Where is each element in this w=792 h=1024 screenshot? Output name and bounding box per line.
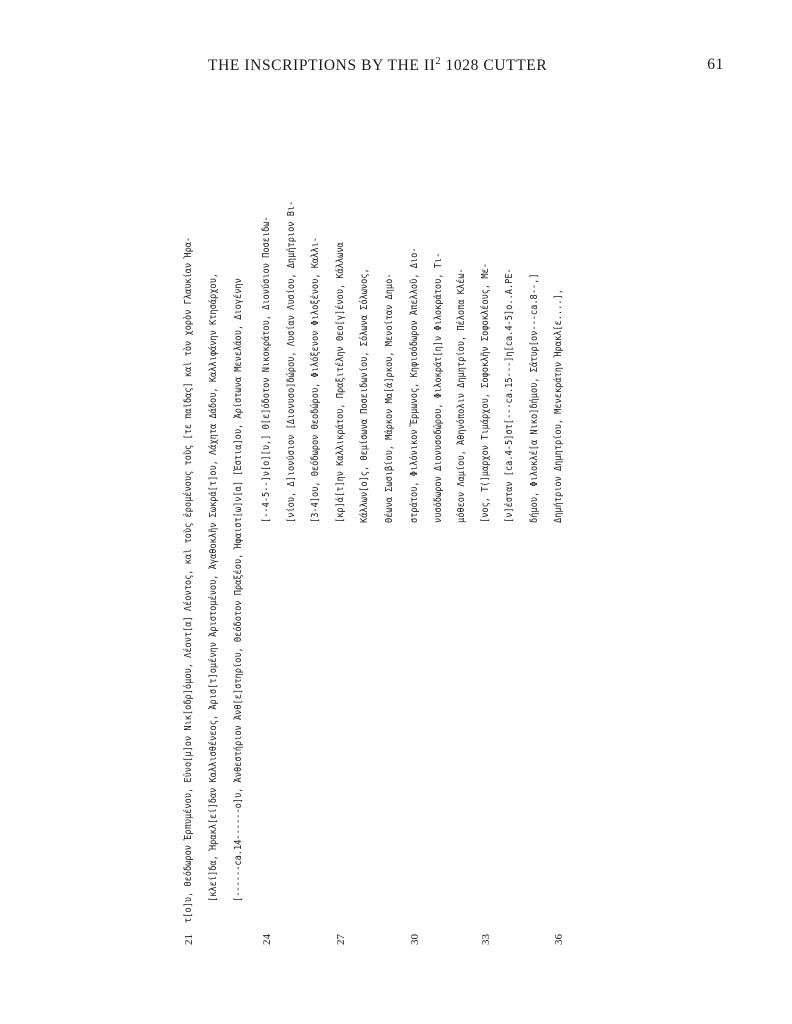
line-number-33: 33 xyxy=(480,934,492,945)
inscription-line: Κάλλων[ο]ς, Θεμίσωνα Ποσειδωνίου, Σόλωνα Σόλωνος, xyxy=(359,268,370,523)
inscription-line: [κλεί]δα, Ἡρακλ[εί]δαν Καλλισθένεος, Ἀρισ[τ]ομένην Ἀριστομένου, Ἀγαθοκλῆν Σωκρά[τ]ου, Λάχητα Δάδου, Καλλιφάνην Κτησάρχου, xyxy=(208,272,219,902)
running-head-title xyxy=(208,56,547,75)
inscription-line: [νος, Τ(]μαρχον Τιμάρχου, Σοφοκλῆν Σοφοκλέους, Με- xyxy=(480,263,491,523)
inscription-line: τ[ο]υ, Θεόδωρον Ἑρπυμένου, Εὐνο[μ]ον Νικ[οδρ]όμου, Λέοντ[α] Λέοντος, καὶ τοὺς ἐρομένους τοὺς [τε παῖδας] καὶ τὸν χορὸν Γλαυκίαν Ἡρα- xyxy=(183,236,194,923)
inscription-line: στράτου, Φιλόνικον Ἕρμωνος, Κηφισόδωρον Ἀπελλοῦ, Διο- xyxy=(409,247,420,523)
inscription-line: [ν]έσταν [ca.4-5]στ[---ca.15---]η[ca.4-5]ο..Α.ΡΕ- xyxy=(504,268,515,523)
inscription-text-block xyxy=(180,85,580,945)
line-number-27: 27 xyxy=(335,934,347,945)
inscription-line: [3-4]ου, Θεόδωρον Θεοδώρου, Φιλόξενον Φιλοξένου, Καλλι- xyxy=(310,237,321,523)
inscription-line: δήμου, Φιλοκλέ[α Νικο]δήμου, Σάτυρ[ον---ca.8--,] xyxy=(529,273,540,523)
line-number-24: 24 xyxy=(261,934,273,945)
title-main: THE INSCRIPTIONS BY THE II xyxy=(208,57,436,75)
inscription-line: [κρ]ά[τ]ην Καλλικράτου, Πραξιτέλην Θεο[γ]ένου, Κάλλωνα xyxy=(335,242,346,523)
inscription-line: [νίου, Δ]ιονύσιον [Διονυσο]δώρου, Λυσίαν Λυσίου, Δημήτριον Βι- xyxy=(286,200,297,523)
inscription-line: νυσόδωρον Διονυσοδώρου, Φιλοκράτ[η]ν Φιλοκράτου, Τι- xyxy=(433,252,444,523)
inscription-line: μόθεον Λαμίου, Ἀθηνόπολιν Δημητρίου, Πέλοπα Κλέω- xyxy=(456,268,467,523)
line-number-21: 21 xyxy=(183,934,195,945)
inscription-line: [------ca.14------ο]υ, Ἀνθεστήριον Ἀνθ[ε]στηρίου, Θεόδοτον Πραξέου, Ἡφαιστ[ω]ν[α] [Ἑστια]ου, Ἀρίστωνα Μενελάου, Διογένην xyxy=(233,278,244,902)
line-number-30: 30 xyxy=(409,934,421,945)
inscription-line: Δημήτριον Δημητρίου, Μενεκράτην Ἡρακλ[ε....], xyxy=(553,289,564,523)
line-number-36: 36 xyxy=(553,934,565,945)
title-superscript: 2 xyxy=(435,56,442,67)
page-number: 61 xyxy=(707,56,724,73)
title-rest: 1028 CUTTER xyxy=(441,57,548,75)
inscription-line: Θέωνα Σωσιβίου, Μάρκον Μα[ά]ρκου, Μενοίταν Δημο- xyxy=(384,273,395,523)
inscription-line: [--4-5--]ν[ο][υ,] Θ[ε]όδοτον Νικοκράτου, Διονύσιον Ποσειδω- xyxy=(261,216,272,523)
running-head xyxy=(60,56,740,78)
